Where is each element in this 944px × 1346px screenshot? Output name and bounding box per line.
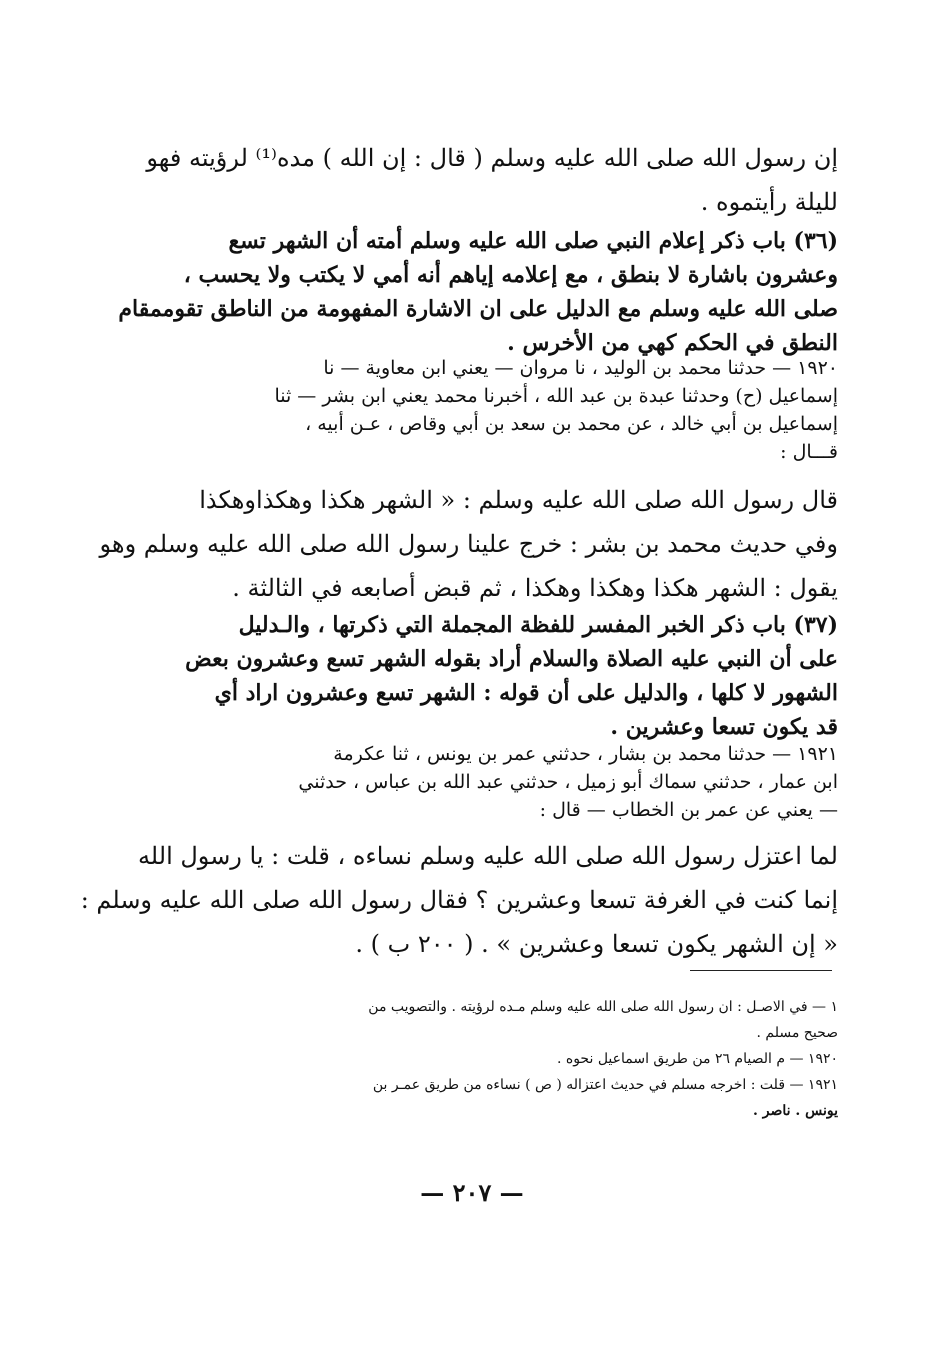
heading-line: وعشرون باشارة لا بنطق ، مع إعلامه إياهم أنه أمي لا يكتب ولا يحسب ،: [183, 262, 838, 288]
isnad-line: ١٩٢٠ — حدثنا محمد بن الوليد ، نا مروان — يعني ابن معاوية — نا: [323, 357, 838, 379]
isnad-line: إسماعيل بن أبي خالد ، عن محمد بن سعد بن أبي وقاص ، عـن أبيه ،: [305, 413, 838, 435]
heading-line: النطق في الحكم كهي من الأخرس .: [507, 330, 838, 356]
matn-line: قال رسول الله صلى الله عليه وسلم : « الشهر هكذا وهكذاوهكذا: [199, 486, 838, 514]
footnote-line: ١ — في الاصـل : ان رسول الله صلى الله عليه وسلم مـده لرؤيته . والتصويب من: [368, 999, 838, 1015]
matn-line: لما اعتزل رسول الله صلى الله عليه وسلم نساءه ، قلت : يا رسول الله: [137, 842, 838, 870]
footnote-line: ١٩٢١ — قلت : اخرجه مسلم في حديث اعتزاله ( ص ) نساءه من طريق عمـر بن: [372, 1077, 838, 1093]
matn-line: « إن الشهر يكون تسعا وعشرين » . ( ٢٠٠ ب ) .: [355, 930, 838, 958]
hadith-1921-matn: [80, 834, 838, 966]
text-line: إن رسول الله صلى الله عليه وسلم ( قال : إن الله ) مده⁽¹⁾ لرؤيته فهو: [146, 144, 838, 172]
matn-line: إنما كنت في الغرفة تسعا وعشرين ؟ فقال رسول الله صلى الله عليه وسلم :: [80, 886, 838, 914]
footnote-line: صحيح مسلم .: [756, 1025, 838, 1041]
heading-line: الشهور لا كلها ، والدليل على أن قوله : الشهر تسع وعشرون اراد أي: [214, 680, 838, 706]
isnad-line: — يعني عن عمر بن الخطاب — قال :: [539, 799, 838, 821]
chapter-heading-36: [118, 224, 838, 360]
footnote-line: يونس . ناصر .: [752, 1103, 838, 1119]
footnote-separator: [690, 970, 832, 971]
heading-line: (٣٧) باب ذكر الخبر المفسر للفظة المجملة التي ذكرتها ، والـدليل: [238, 612, 838, 638]
text-line: لليلة رأيتموه .: [700, 188, 838, 216]
heading-line: صلى الله عليه وسلم مع الدليل على ان الاشارة المفهومة من الناطق تقوممقام: [118, 296, 838, 322]
hadith-continuation: [146, 136, 838, 224]
page-number: — ٢٠٧ —: [420, 1178, 524, 1207]
isnad-line: ١٩٢١ — حدثنا محمد بن بشار ، حدثني عمر بن يونس ، ثنا عكرمة: [333, 743, 838, 765]
heading-line: قد يكون تسعا وعشرين .: [610, 714, 838, 740]
isnad-line: إسماعيل (ح) وحدثنا عبدة بن عبد الله ، أخبرنا محمد يعني ابن بشر — ثنا: [274, 385, 838, 407]
matn-line: يقول : الشهر هكذا وهكذا وهكذا ، ثم قبض أصابعه في الثالثة .: [232, 574, 838, 602]
isnad-line: ابن عمار ، حدثني سماك أبو زميل ، حدثني عبد الله بن عباس ، حدثني: [298, 771, 838, 793]
heading-line: على أن النبي عليه الصلاة والسلام أراد بقوله الشهر تسع وعشرون بعض: [185, 646, 838, 672]
footnote-line: ١٩٢٠ — م الصيام ٢٦ من طريق اسماعيل نحوه .: [556, 1051, 838, 1067]
isnad-line: قـــال :: [780, 441, 838, 463]
chapter-heading-37: [185, 608, 838, 744]
hadith-1920-isnad: [188, 354, 838, 466]
heading-line: (٣٦) باب ذكر إعلام النبي صلى الله عليه وسلم أمته أن الشهر تسع: [228, 228, 838, 254]
hadith-1920-matn: [99, 478, 838, 610]
matn-line: وفي حديث محمد بن بشر : خرج علينا رسول الله صلى الله عليه وسلم وهو: [99, 530, 838, 558]
footnotes: [188, 994, 838, 1124]
hadith-1921-isnad: [188, 740, 838, 824]
